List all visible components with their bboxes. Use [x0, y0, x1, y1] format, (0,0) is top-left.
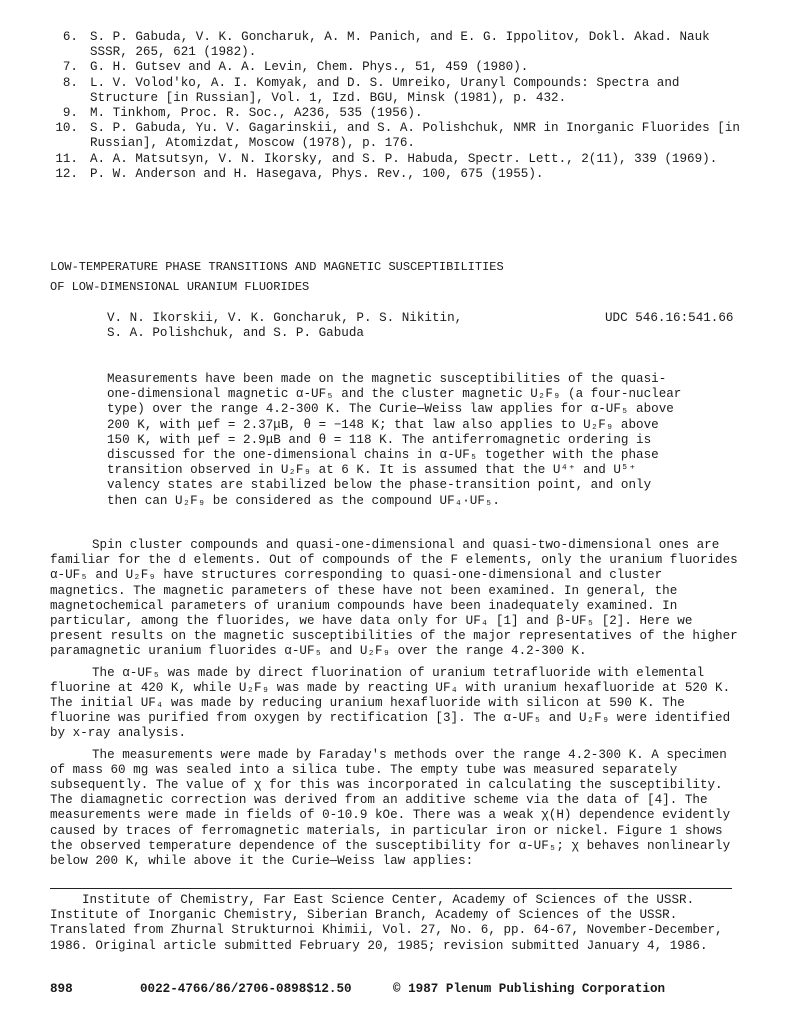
reference-text: G. H. Gutsev and A. A. Levin, Chem. Phys., 51, 459 (1980).	[90, 60, 529, 75]
article-body	[50, 538, 740, 875]
reference-number: 11.	[55, 151, 78, 166]
article-title	[50, 257, 750, 297]
reference-text: S. P. Gabuda, Yu. V. Gagarinskii, and S. A. Polishchuk, NMR in Inorganic Fluorides [in Russian], Atomizdat, Moscow (1978), p. 176.	[90, 121, 740, 151]
body-paragraph: The α-UF₅ was made by direct fluorination of uranium tetrafluoride with elemental fluorine at 420 K, while U₂F₉ was made by reacting UF₄ with uranium hexafluoride at 520 K. The initial UF₄ was made by reducing uranium hexafluoride with silicon at 590 K. The fluorine was purified from oxygen by rectification [3]. The α-UF₅ and U₂F₉ were identified by x-ray analysis.	[50, 665, 731, 741]
reference-list	[50, 30, 750, 182]
body-paragraph: The measurements were made by Faraday's methods over the range 4.2-300 K. A specimen of mass 60 mg was sealed into a silica tube. The empty tube was measured separately subsequently. The value of χ for this was incorporated in calculating the susceptibility. The diamagnetic correction was derived from an additive scheme via the data of [4]. The measurements were made in fields of 0-10.9 kOe. There was a weak χ(H) dependence evidently caused by traces of ferromagnetic materials, in particular iron or nickel. Figure 1 shows the observed temperature dependence of the susceptibility for α-UF₅; χ behaves nonlinearly below 200 K, while above it the Curie—Weiss law applies:	[50, 747, 731, 869]
reference-item	[50, 106, 750, 121]
reference-number: 6.	[62, 30, 78, 44]
abstract: Measurements have been made on the magnetic susceptibilities of the quasi-one-dimensional magnetic α-UF₅ and the cluster magnetic U₂F₉ (a four-nuclear type) over the range 4.2-300 K. The Curie—Weiss law applies for α-UF₅ above 200 K, with μef = 2.37μB, θ = −148 K; that law also applies to U₂F₉ above 150 K, with μef = 2.9μB and θ = 118 K. The antiferromagnetic ordering is discussed for the one-dimensional chains in α-UF₅ together with the phase transition observed in U₂F₉ at 6 K. It is assumed that the U⁴⁺ and U⁵⁺ valency states are stabilized below the phase-transition point, and only then can U₂F₉ be considered as the compound UF₄·UF₅.	[107, 372, 682, 508]
reference-item	[50, 60, 750, 75]
reference-item	[50, 167, 750, 182]
copyright: © 1987 Plenum Publishing Corporation	[393, 982, 666, 996]
authors-line: S. A. Polishchuk, and S. P. Gabuda	[107, 326, 364, 341]
article-title-line: LOW-TEMPERATURE PHASE TRANSITIONS AND MAGNETIC SUSCEPTIBILITIES	[50, 260, 504, 274]
reference-item	[50, 152, 750, 167]
reference-text: A. A. Matsutsyn, V. N. Ikorsky, and S. P. Habuda, Spectr. Lett., 2(11), 339 (1969).	[90, 151, 718, 166]
page-number: 898	[50, 982, 73, 996]
reference-number: 8.	[62, 75, 78, 90]
reference-item	[50, 121, 750, 151]
affiliation-footnote: Institute of Chemistry, Far East Science Center, Academy of Sciences of the USSR. Institute of Inorganic Chemistry, Siberian Branch, Academy of Sciences of the USSR. Translated from Zhurnal Strukturnoi Khimii, Vol. 27, No. 6, pp. 64-67, November-December, 1986. Original article submitted February 20, 1985; revision submitted January 4, 1986.	[50, 893, 723, 953]
footnote-divider	[50, 888, 732, 889]
reference-number: 7.	[62, 60, 78, 75]
article-code: 0022-4766/86/2706-0898$12.50	[140, 982, 352, 996]
reference-text: M. Tinkhom, Proc. R. Soc., A236, 535 (1956).	[90, 106, 423, 121]
reference-number: 9.	[62, 106, 78, 121]
reference-number: 12.	[55, 166, 78, 181]
reference-number: 10.	[55, 121, 78, 136]
udc-code: UDC 546.16:541.66	[605, 311, 734, 325]
authors-line: V. N. Ikorskii, V. K. Goncharuk, P. S. Nikitin,	[107, 311, 463, 325]
reference-item	[50, 30, 750, 60]
reference-item	[50, 76, 750, 106]
reference-text: S. P. Gabuda, V. K. Goncharuk, A. M. Panich, and E. G. Ippolitov, Dokl. Akad. Nauk SSSR, 265, 621 (1982).	[90, 30, 710, 60]
body-paragraph: Spin cluster compounds and quasi-one-dimensional and quasi-two-dimensional ones are familiar for the d elements. Out of compounds of the F elements, only the uranium fluorides α-UF₅ and U₂F₉ have structures corresponding to quasi-one-dimensional and cluster magnetics. The magnetic parameters of these have not been examined. In general, the magnetochemical parameters of uranium compounds have been inadequately examined. In particular, among the fluorides, we have data only for UF₄ [1] and β-UF₅ [2]. Here we present results on the magnetic susceptibilities of the major representatives of the higher paramagnetic uranium fluorides α-UF₅ and U₂F₉ over the range 4.2-300 K.	[50, 538, 738, 659]
reference-text: P. W. Anderson and H. Hasegava, Phys. Rev., 100, 675 (1955).	[90, 166, 544, 181]
reference-text: L. V. Volod'ko, A. I. Komyak, and D. S. Umreiko, Uranyl Compounds: Spectra and Structure [in Russian], Vol. 1, Izd. BGU, Minsk (1981), p. 432.	[90, 75, 680, 105]
article-title-line: OF LOW-DIMENSIONAL URANIUM FLUORIDES	[50, 280, 310, 294]
